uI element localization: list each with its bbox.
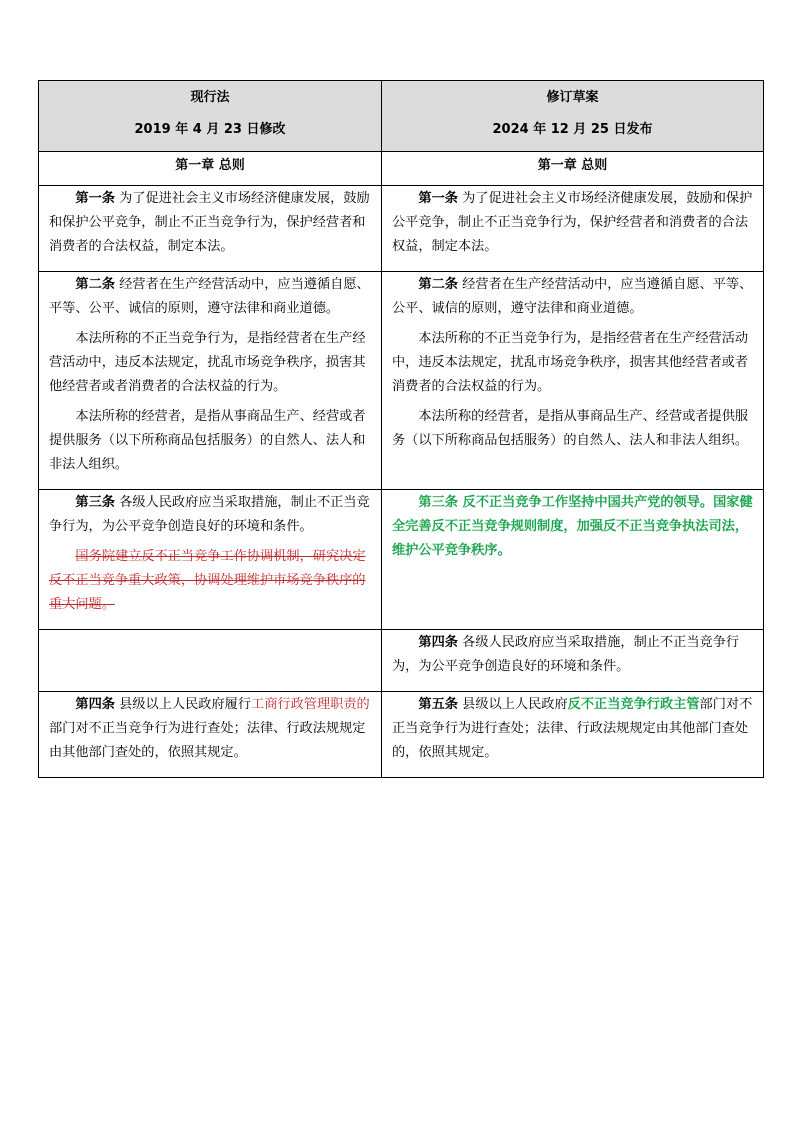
paragraph: 本法所称的经营者，是指从事商品生产、经营或者提供服务（以下所称商品包括服务）的自然人、法人和非法人组织。 bbox=[392, 409, 749, 448]
article-number: 第二条 bbox=[418, 277, 458, 292]
deleted-paragraph: 国务院建立反不正当竞争工作协调机制，研究决定反不正当竞争重大政策，协调处理维护市场竞争秩序的重大问题。 bbox=[49, 549, 366, 612]
article-text: 经营者在生产经营活动中，应当遵循自愿、平等、公平、诚信的原则，遵守法律和商业道德。 bbox=[49, 277, 370, 316]
paragraph: 本法所称的不正当竞争行为，是指经营者在生产经营活动中，违反本法规定，扰乱市场竞争秩序，损害其他经营者或者消费者的合法权益的行为。 bbox=[392, 331, 749, 394]
article-number: 第一条 bbox=[75, 191, 115, 206]
article-number: 第三条 bbox=[75, 495, 115, 510]
header-draft bbox=[382, 81, 764, 152]
paragraph: 本法所称的不正当竞争行为，是指经营者在生产经营活动中，违反本法规定，扰乱市场竞争秩序，损害其他经营者或者消费者的合法权益的行为。 bbox=[49, 331, 366, 394]
article-text: 经营者在生产经营活动中，应当遵循自愿、平等、公平、诚信的原则，遵守法律和商业道德。 bbox=[392, 277, 753, 316]
header-current-law-title: 现行法 bbox=[190, 90, 230, 105]
paragraph bbox=[392, 187, 757, 259]
current-article-1 bbox=[39, 186, 382, 272]
paragraph bbox=[49, 693, 371, 765]
article-number: 第一条 bbox=[418, 191, 458, 206]
chapter-right-label: 第一章 总则 bbox=[537, 158, 608, 173]
article-text: 县级以上人民政府 bbox=[457, 697, 568, 712]
article-text: 县级以上人民政府履行 bbox=[114, 697, 252, 712]
article-text: 为了促进社会主义市场经济健康发展，鼓励和保护公平竞争，制止不正当竞争行为，保护经营者和消费者的合法权益，制定本法。 bbox=[49, 191, 370, 254]
article-number: 第四条 bbox=[75, 697, 115, 712]
article-number: 第二条 bbox=[75, 277, 115, 292]
draft-article-1 bbox=[382, 186, 764, 272]
draft-article-2 bbox=[382, 272, 764, 490]
header-row bbox=[39, 81, 764, 152]
header-draft-title: 修订草案 bbox=[546, 90, 599, 105]
added-paragraph: 第三条 反不正当竞争工作坚持中国共产党的领导。国家健全完善反不正当竞争规则制度，加强反不正当竞争执法司法，维护公平竞争秩序。 bbox=[392, 495, 753, 558]
paragraph: 本法所称的经营者，是指从事商品生产、经营或者提供服务（以下所称商品包括服务）的自然人、法人和非法人组织。 bbox=[49, 409, 366, 472]
article-text: 各级人民政府应当采取措施，制止不正当竞争行为，为公平竞争创造良好的环境和条件。 bbox=[49, 495, 370, 534]
current-article-empty bbox=[39, 630, 382, 692]
article-row-3 bbox=[39, 490, 764, 630]
header-draft-date: 2024 年 12 月 25 日发布 bbox=[492, 122, 653, 137]
article-number: 第四条 bbox=[418, 635, 458, 650]
draft-article-5 bbox=[382, 692, 764, 778]
paragraph bbox=[392, 631, 757, 679]
article-row-1 bbox=[39, 186, 764, 272]
chapter-left bbox=[39, 152, 382, 186]
chapter-row bbox=[39, 152, 764, 186]
current-article-4 bbox=[39, 692, 382, 778]
paragraph bbox=[392, 693, 757, 765]
header-current-law bbox=[39, 81, 382, 152]
paragraph bbox=[49, 491, 371, 539]
paragraph bbox=[392, 273, 757, 321]
comparison-table bbox=[38, 80, 764, 778]
added-text: 反不正当竞争行政主管 bbox=[567, 697, 700, 712]
article-row-4 bbox=[39, 630, 764, 692]
chapter-right bbox=[382, 152, 764, 186]
deleted-text: 工商行政管理职责的 bbox=[251, 697, 370, 712]
draft-article-4 bbox=[382, 630, 764, 692]
current-article-2 bbox=[39, 272, 382, 490]
paragraph bbox=[49, 187, 371, 259]
article-text: 为了促进社会主义市场经济健康发展，鼓励和保护公平竞争，制止不正当竞争行为，保护经营者和消费者的合法权益，制定本法。 bbox=[392, 191, 753, 254]
article-text: 部门对不正当竞争行为进行查处；法律、行政法规规定由其他部门查处的，依照其规定。 bbox=[392, 697, 753, 760]
header-current-law-date: 2019 年 4 月 23 日修改 bbox=[134, 122, 286, 137]
article-row-5 bbox=[39, 692, 764, 778]
article-row-2 bbox=[39, 272, 764, 490]
draft-article-3 bbox=[382, 490, 764, 630]
current-article-3 bbox=[39, 490, 382, 630]
article-text: 各级人民政府应当采取措施，制止不正当竞争行为，为公平竞争创造良好的环境和条件。 bbox=[392, 635, 740, 674]
article-number: 第五条 bbox=[418, 697, 458, 712]
paragraph bbox=[49, 273, 371, 321]
chapter-left-label: 第一章 总则 bbox=[175, 158, 245, 173]
article-text: 部门对不正当竞争行为进行查处；法律、行政法规规定由其他部门查处的，依照其规定。 bbox=[49, 721, 366, 760]
